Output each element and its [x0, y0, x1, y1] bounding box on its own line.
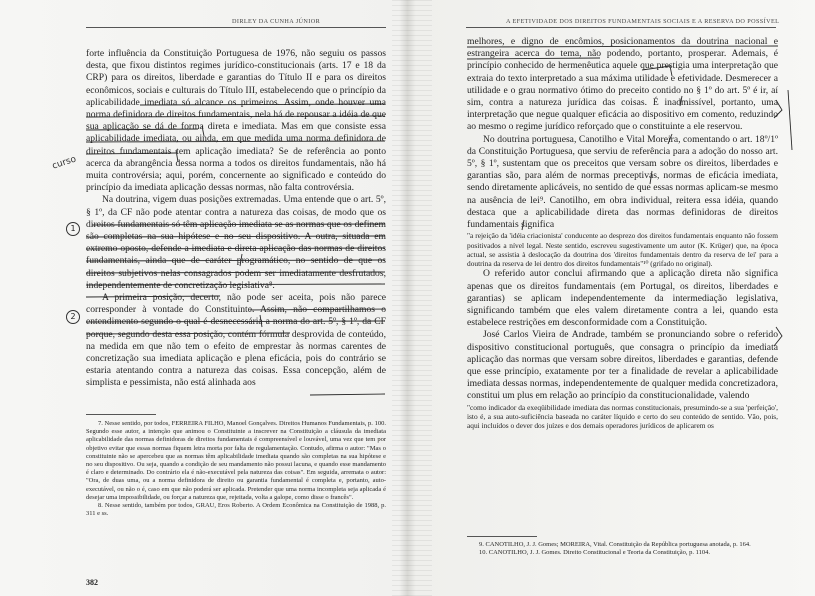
paragraph: A primeira posição, decerto, não pode ser aceita, pois não parece corresponder à vontade do Constituinte. Assim, não compartilhamos o entendimento segundo o qual é desnecessária a norma do art. 5º, § 1º, da CF porque, segundo desta essa posição, contém fórmula desprovida de conteúdo, na medida em que não tem o efeito de emprestar às normas carentes de concretização sua imediata aplicação e plena eficácia, pois do contrário se estaria atentando contra a natureza das coisas. Essa concepção, além de simplista e pessimista, não está alinhada aos [86, 292, 386, 389]
block-quote: "a rejeição da 'idéia criacionista' conducente ao desprezo dos direitos fundamentais enquanto não fossem positivados a nível legal. Neste sentido, escreveu sugestivamente um autor (K. Krüger) que, na época actual, se assistia à deslocação da doutrina dos 'direitos fundamentais dentro da reserva de lei' para a doutrina da reserva de lei dentro dos direitos fundamentais"¹⁰ (grifado no original). [467, 231, 778, 269]
header-rule-left [86, 27, 386, 28]
paragraph: O referido autor conclui afirmando que a aplicação direta não significa apenas que os direitos fundamentais (em Portugal, os direitos, liberdades e garantias) se aplicam independentemente da intermediação legislativa, significando também que eles valem diretamente contra a lei, quando esta estabelece restrições em desconformidade com a Constituição. [467, 268, 778, 329]
left-page-body [86, 48, 386, 390]
footnote-rule-right [467, 536, 537, 537]
block-quote: "como indicador da exeqüibilidade imediata das normas constitucionais, presumindo-se a sua 'perfeição', isto é, a sua auto-suficiência baseada no caráter líquido e certo do seu conteúdo de sentido. Vão, pois, aqui incluídos o dever dos juízes e dos demais operadores jurídicos de aplicarem os [467, 402, 778, 431]
footnote: 8. Nesse sentido, também por todos, GRAU, Eros Roberto. A Ordem Econômica na Constituição de 1988, p. 311 e ss. [86, 502, 386, 518]
handwritten-margin-note: curso [51, 154, 78, 172]
handwritten-circle-mark: 1 [66, 222, 80, 236]
left-page [0, 0, 405, 596]
running-head-right: A EFETIVIDADE DOS DIREITOS FUNDAMENTAIS SOCIAIS E A RESERVA DO POSSÍVEL [506, 18, 780, 25]
footnote: 9. CANOTILHO, J. J. Gomes; MOREIRA, Vital. Constituição da República portuguesa anotada, p. 164. [479, 541, 751, 548]
paragraph: José Carlos Vieira de Andrade, também se pronunciando sobre o referido dispositivo constitucional português, que consagra o princípio da imediata aplicação das normas que versam sobre direitos, liberdades e garantias, defende que esse princípio, exatamente por ter a finalidade de revelar a aplicabilidade imediata dessas normas, independentemente de qualquer medida concretizadora, constitui um plus em relação ao princípio da constitucionalidade, valendo [467, 329, 778, 402]
paragraph: No doutrina portuguesa, Canotilho e Vital Moreira, comentando o art. 18º/1º da Constituição Portuguesa, que serviu de referência para a adoção do nosso art. 5º, § 1º, sustentam que os preceitos que versam sobre os direitos, liberdades e garantias são, para além de normas preceptivas, normas de eficácia imediata, sendo diretamente aplicáveis, no sentido de que essas normas aplicam-se mesmo na ausência de lei⁹. Canotilho, em obra individual, reitera essa idéia, quando destaca que a aplicabilidade direta das normas definidoras de direitos fundamentais significa [467, 133, 778, 231]
header-rule-right [466, 27, 776, 28]
paragraph: forte influência da Constituição Portuguesa de 1976, não seguiu os passos desta, que fixou distintos regimes jurídico-constitucionais (arts. 17 e 18 da CRP) para os direitos, liberdade e garantias do Título II e para os direitos econômicos, sociais e culturais do Título III, estabelecendo que o princípio da aplicabilidade imediata só alcance os primeiros. Assim, onde houver uma norma definidora de direitos fundamentais, nela há de repousar a idéia de que sua aplicação se dá de forma direta e imediata. Mas em que consiste essa aplicabilidade imediata, ou ainda, em que medida uma norma definidora de direitos fundamentais tem aplicação imediata? Se de referência ao ponto acerca da abrangência dessa norma a todos os direitos fundamentais, não há muita controvérsia; aqui, porém, concernente ao significado e conteúdo do princípio da imediata aplicação dessas normas, não falta controvérsia. [86, 48, 386, 194]
footnote: 10. CANOTILHO, J. J. Gomes. Direito Constitucional e Teoria da Constituição, p. 1104. [479, 549, 710, 557]
paragraph: Na doutrina, vigem duas posições extremadas. Uma entende que o art. 5º, § 1º, da CF não pode atentar contra a natureza das coisas, de modo que os direitos fundamentais só têm aplicação imediata se as normas que os definem são completas na sua hipótese e no seu dispositivo. A outra, situada em extremo oposto, defende a imediata e direta aplicação das normas de direitos fundamentais, ainda que de caráter programático, no sentido de que os direitos subjetivos nelas consagrados podem ser imediatamente desfrutados, independentemente de concretização legislativa⁸. [86, 194, 386, 291]
footnote: 7. Nesse sentido, por todos, FERREIRA FILHO, Manoel Gonçalves. Direitos Humanos Fundamentais, p. 100. Segundo esse autor, a intenção que animou o Constituinte a inscrever na Constituição a cláusula da imediata aplicabilidade das normas definidoras de direitos fundamentais é compreensível e louvável, uma vez que tem por objetivo evitar que essas normas fiquem letra morta por falta de regulamentação. Contudo, afirma o autor: "Mas o constituinte não se apercebeu que as normas têm aplicabilidade imediata quando são completas na sua hipótese e no seu dispositivo. Ou seja, quando a condição de seu mandamento não possui lacuna, e quando esse mandamento é claro e determinado. Do contrário ela é não-executável pela natureza das coisas". Em seguida, arremata o autor: "Ora, de duas uma, ou a norma definidora de direito ou garantia fundamental é completa e, portanto, auto-executável, ou não o é, caso em que não poderá ser aplicada. Pretender que uma norma incompleta seja aplicada é desejar uma impossibilidade, ou forçar a natureza que, rejeitada, volta a galope, como disse o francês". [86, 420, 386, 501]
footnotes-left [86, 420, 386, 518]
right-page-body [467, 36, 778, 431]
page-number: 382 [86, 578, 98, 587]
right-page [410, 0, 815, 596]
handwritten-circle-mark: 2 [66, 310, 80, 324]
footnotes-right [467, 541, 778, 557]
footnote-rule-left [86, 414, 156, 415]
paragraph: melhores, e digno de encômios, posicionamentos da doutrina nacional e estrangeira acerca do tema, não podendo, portanto, prosperar. Ademais, é princípio conhecido de hermenêutica aquele que prestigia uma interpretação que extraia do texto interpretado a sua máxima utilidade e efetividade. Desmerecer a utilidade e o grau normativo ótimo do preceito contido no § 1º do art. 5º é ir, aí sim, contra a natureza jurídica das coisas. É inadmissível, portanto, uma interpretação que negue qualquer eficácia ao dispositivo em comento, reduzindo ao mesmo o regime jurídico reforçado que o constituinte a ele reservou. [467, 36, 778, 133]
running-head-left: DIRLEY DA CUNHA JÚNIOR [232, 18, 321, 25]
